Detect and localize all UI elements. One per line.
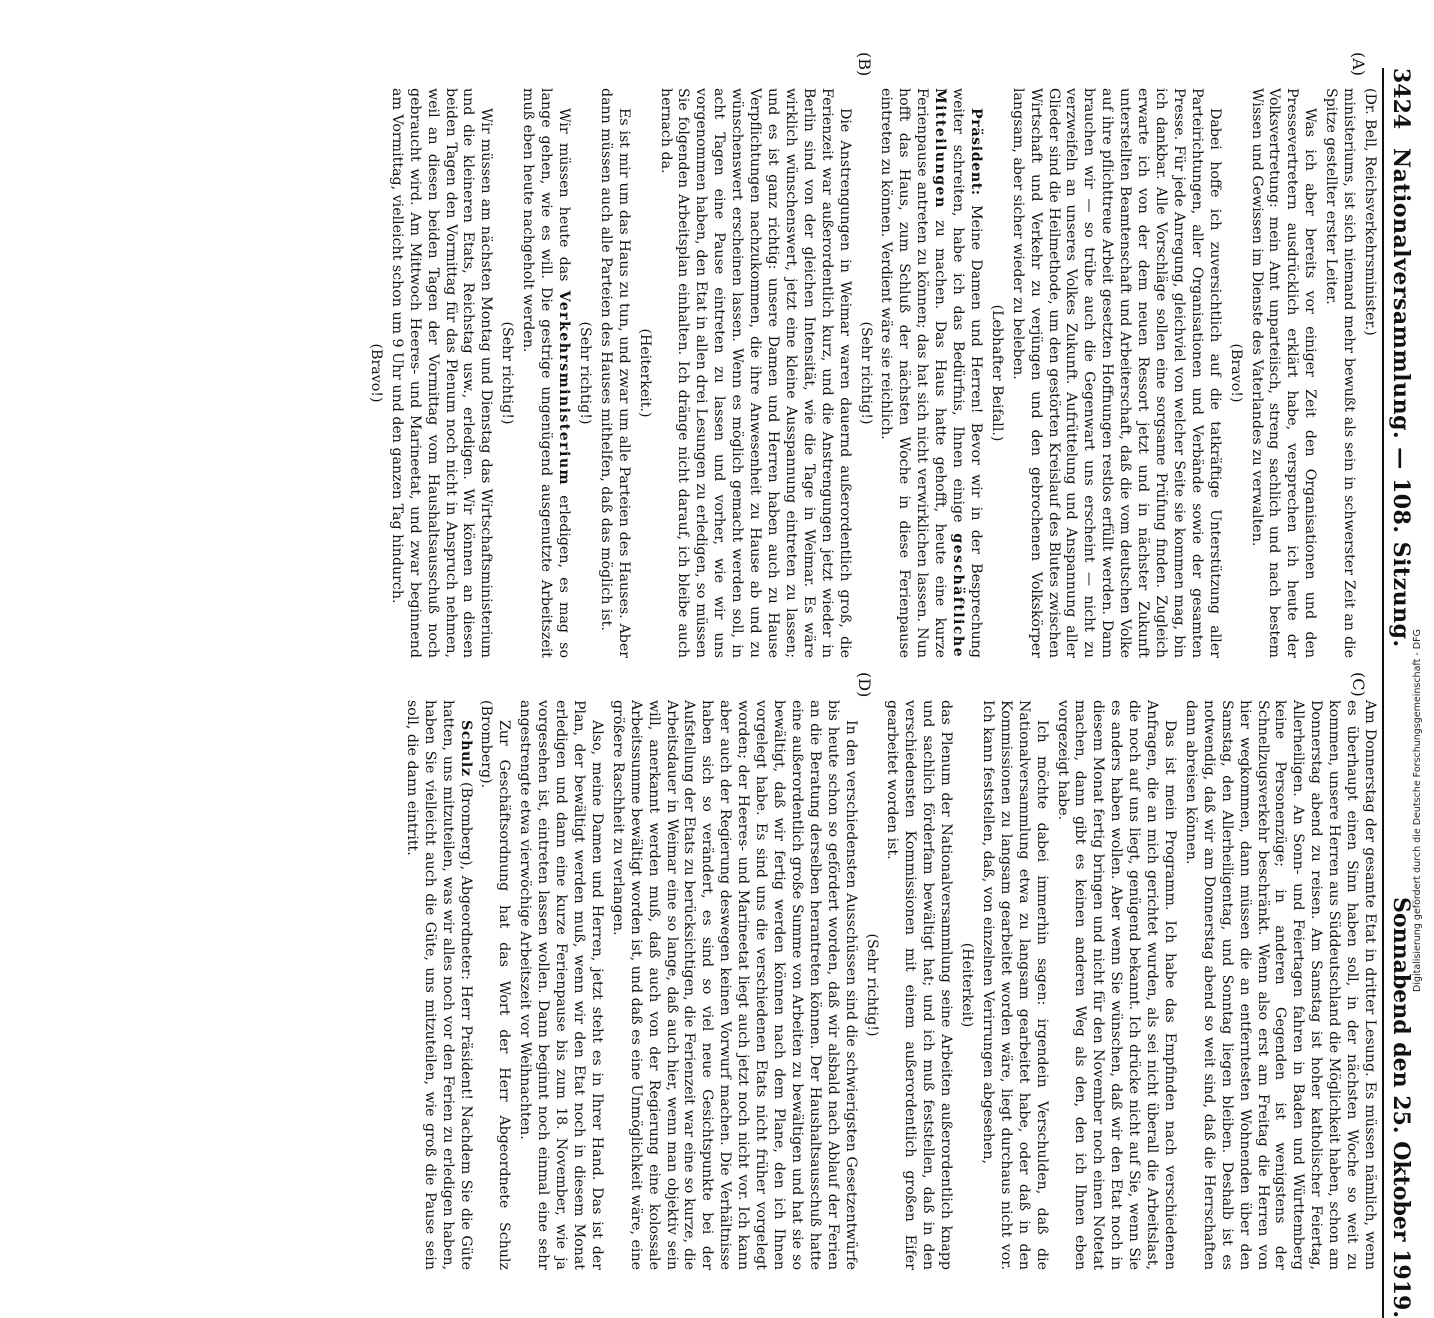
- margin-marker-d: (D): [855, 672, 874, 698]
- paragraph: Wir müssen am nächsten Montag und Dienstag das Wirtschaftsministerium und die kleineren Etats, Reichstag usw., erledigen. Wir können an diesen beiden Tagen den Vormittag für das Plenum noch nicht in Anspruch nehmen, weil an diesen beiden Tagen der Vormittag vom Haushaltsausschuß noch gebraucht wird. Am Mittwoch Heeres- und Marineetat, und zwar beginnend am Vormittag, vielleicht schon um 9 Uhr und den ganzen Tag hindurch.: [388, 88, 495, 658]
- paragraph: Am Donnerstag der gesamte Etat in dritter Lesung. Es müssen nämlich, wenn es überhaupt einen Sinn haben soll, in der nächsten Woche so weit zu kommen, unsere Herren aus Süddeutschland die Möglichkeit haben, schon am Donnerstag abend zu reisen. Am Samstag ist hoher katholischer Feiertag, Allerheiligen. An Sonn- und Feiertagen fahren in Baden und Württemberg keine Personenzüge; in anderen Gegenden ist wenigstens der Schnellzugsverkehr beschränkt. Wenn also erst am Freitag die Herren von hier wegkommen, dann müssen die an entferntesten Wohnenden über den Samstag, den Allerheiligentag, und Sonntag liegen bleiben. Deshalb ist es notwendig, daß wir am Donnerstag abend so weit sind, daß die Herrschaften dann abreisen können.: [1182, 700, 1378, 1270]
- speaker-president: Präsident:: [967, 108, 984, 196]
- interjection: (Bravo!): [1227, 343, 1244, 403]
- margin-marker-b: (B): [855, 52, 874, 77]
- speaker-intro: (Dr. Bell, Reichsverkehrsminister.): [1362, 88, 1378, 336]
- interjection: (Sehr richtig!): [863, 933, 880, 1037]
- interjection: (Heiterkeit.): [636, 328, 653, 418]
- paragraph: Dabei hoffe ich zuversichtlich auf die tatkräftige Unterstützung aller Parteirichtungen, aller Organisationen und Verbände sowie der gesamten Presse. Für jede Anregung, gleichviel von welcher Seite sie kommen mag, bin ich dankbar. Alle Vorschläge sollen eine sorgsame Prüfung finden. Zugleich erwarte ich von der dem neuen Ressort jetzt und in nächster Zukunft unterstellten Beamtenschaft und Arbeiterschaft, daß die vom deutschen Volke auf ihre pflichttreue Arbeit gesetzten Hoffnungen restlos erfüllt werden. Dann brauchen wir — so trübe auch die Gegenwart uns erscheint — nicht zu verzweifeln an unseres Volkes Zukunft. Aufrüttelung und Anspannung aller Glieder sind die Heilmethode, um den gestörten Kreislauf des Blutes zwischen Wirtschaft und Verkehr zu verjüngen und den gebrochenen Volkskörper langsam, aber sicher wieder zu beleben.: [1009, 88, 1223, 658]
- interjection: (Heiterkeit): [959, 942, 976, 1028]
- interjection: (Bravo!): [367, 343, 384, 403]
- digitization-note: Digitalisierung gefördert durch die Deutsche Forschungsgemeinschaft - DFG: [1412, 629, 1423, 992]
- paragraph: In den verschiedensten Ausschüssen sind die schwierigsten Gesetzentwürfe bis heute schon so gefördert worden, daß wir alsbald nach Ablauf der Ferien an die Beratung derselben herantreten können. Der Haushaltsausschuß hatte eine außerordentlich große Summe von Arbeiten zu bewältigen und hat sie so bewältigt, daß wir fertig werden können nach dem Plane, den ich Ihnen vorgelegt habe. Es sind uns die verschiedenen Etats nicht früher vorgelegt worden; der Heeres- und Marineetat liegt auch jetzt noch nicht vor. Ich kann aber auch der Regierung deswegen keinen Vorwurf machen. Die Verhältnisse haben sich so verändert, es sind so viel neue Gesichtspunkte bei der Aufstellung der Etats zu berücksichtigen, die Ferienzeit war eine so kurze, die Arbeitsdauer in Weimar eine so lange, daß auch hier, wenn man objektiv sein will, anerkannt werden muß, daß auch von der Regierung eine kolossale Arbeitssumme bewältigt worden ist, und daß es eine Unmöglichkeit wäre, eine größere Raschheit zu verlangen.: [609, 700, 859, 1270]
- page-number: 3424: [1388, 68, 1414, 130]
- paragraph: Schulz (Bromberg), Abgeordneter: Herr Präsident! Nachdem Sie die Güte hatten, uns mitzuteilen, was wir alles noch vor den Ferien zu erledigen haben, haben Sie vielleicht auch die Güte, uns mitzuteilen, wie groß die Pause sein soll, die dann eintritt.: [403, 700, 474, 1270]
- margin-marker-c: (C): [1349, 672, 1368, 697]
- left-column: [367, 88, 1378, 659]
- right-column: [403, 700, 1378, 1270]
- paragraph: Es ist mir um das Haus zu tun, und zwar um alle Parteien des Hauses. Aber dann müssen auch alle Parteien des Hauses mithelfen, daß das möglich ist.: [597, 88, 632, 658]
- emphasis: geschäftliche Mitteilungen: [932, 88, 967, 658]
- interjection: (Sehr richtig!): [576, 321, 593, 425]
- paragraph: Das ist mein Programm. Ich habe das Empfinden nach verschiedenen Anfragen, die an mich gerichtet wurden, als sei nicht überall die Arbeitslast, die noch auf uns liegt, genügend bekannt. Ich drücke nicht auf Sie, wenn Sie es anders haben wollen. Aber wenn Sie wünschen, daß wir den Etat noch in diesem Monat fertig bringen und nicht für den November noch einen Notetat machen, dann gibt es keinen anderen Weg als den, den ich Ihnen eben vorgezeigt habe.: [1054, 700, 1179, 1270]
- interjection: (Sehr richtig!): [499, 321, 516, 425]
- paragraph: das Plenum der Nationalversammlung seine Arbeiten außerordentlich knapp und sachlich förderfam bewältigt hat; und ich muß feststellen, daß in den verschiedensten Kommissionen mit einem außerordentlich großen Eifer gearbeitet worden ist.: [884, 700, 955, 1270]
- paragraph: Präsident: Meine Damen und Herren! Bevor wir in der Besprechung weiter schreiten, habe ich das Bedürfnis, Ihnen einige geschäftliche Mitteilungen zu machen. Das Haus hatte gehofft, heute eine kurze Ferienpause antreten zu können; das hat sich nicht verwirklichen lassen. Nun hofft das Haus, zum Schluß der nächsten Woche in diese Ferienpause eintreten zu können. Verdient wäre sie reichlich.: [878, 88, 984, 659]
- interjection: (Sehr richtig!): [857, 321, 874, 425]
- paragraph: Zur Geschäftsordnung hat das Wort der Herr Abgeordnete Schulz (Bromberg).: [478, 700, 513, 1270]
- paragraph: Wir müssen heute das Verkehrsministerium erledigen, es mag so lange gehen, wie es will. Die gestrige ungenügend ausgenutzte Arbeitszeit muß eben heute nachgeholt werden.: [520, 88, 573, 659]
- speaker-schulz: Schulz: [457, 720, 474, 777]
- paragraph: Ich möchte dabei immerhin sagen: irgendein Verschulden, daß die Nationalversammlung etwa zu langsam gearbeitet habe, oder daß in den Kommissionen zu langsam gearbeitet worden wäre, liegt durchaus nicht vor. Ich kann feststellen, daß, von einzelnen Verirrungen abgesehen,: [979, 700, 1050, 1270]
- paragraph: Also, meine Damen und Herren, jetzt steht es in Ihrer Hand. Das ist der Plan, der bewältigt werden muß, wenn wir den Etat noch in diesem Monat erledigen und dann eine kurze Ferienpause bis zum 18. November, wie ja vorgesehen ist, eintreten lassen wollen. Dann beginnt noch einmal eine sehr angestrengte etwa vierwöchige Arbeitszeit vor Weihnachten.: [517, 700, 605, 1270]
- interjection: (Lebhafter Beifall.): [988, 304, 1005, 442]
- paragraph: Die Anstrengungen in Weimar waren dauernd außerordentlich groß, die Ferienzeit war außerordentlich kurz, und die Anstrengungen jetzt wieder in Berlin sind von der gleichen Intensität, wie die Tage in Weimar. Es wäre wirklich wünschenswert, jetzt eine kleine Ausspannung eintreten zu lassen; und es ist ganz richtig: unsere Damen und Herren haben auch zu Hause Verpflichtungen nachzukommen, die ihre Anwesenheit zu Hause ab und zu wünschenswert erscheinen lassen. Wenn es möglich gemacht werden soll, in acht Tagen eine Pause eintreten zu lassen und vorher, wie wir uns vorgenommen haben, den Etat in allen drei Lesungen zu erledigen, so müssen Sie folgenden Arbeitsplan einhalten. Ich dränge nicht darauf, ich bleibe auch hernach da.: [657, 88, 853, 658]
- header-date: Sonnabend den 25. Oktober 1919.: [1388, 897, 1414, 1318]
- header-assembly-session: Nationalversammlung. — 108. Sitzung.: [1388, 148, 1414, 648]
- paragraph: ministeriums, ist sich niemand mehr bewußt als sein in schwerster Zeit an die Spitze gestellter erster Leiter.: [1323, 88, 1358, 658]
- margin-marker-a: (A): [1349, 52, 1368, 77]
- paragraph: Was ich aber bereits vor einiger Zeit den Organisationen und den Pressevertretern ausdrücklich erklärt habe, versprechen ich heute der Volksvertretung: mein Amt unparteiisch, streng sachlich und nach bestem Wissen und Gewissen im Dienste des Vaterlandes zu verwalten.: [1248, 88, 1319, 658]
- emphasis: Verkehrsministerium: [556, 290, 573, 486]
